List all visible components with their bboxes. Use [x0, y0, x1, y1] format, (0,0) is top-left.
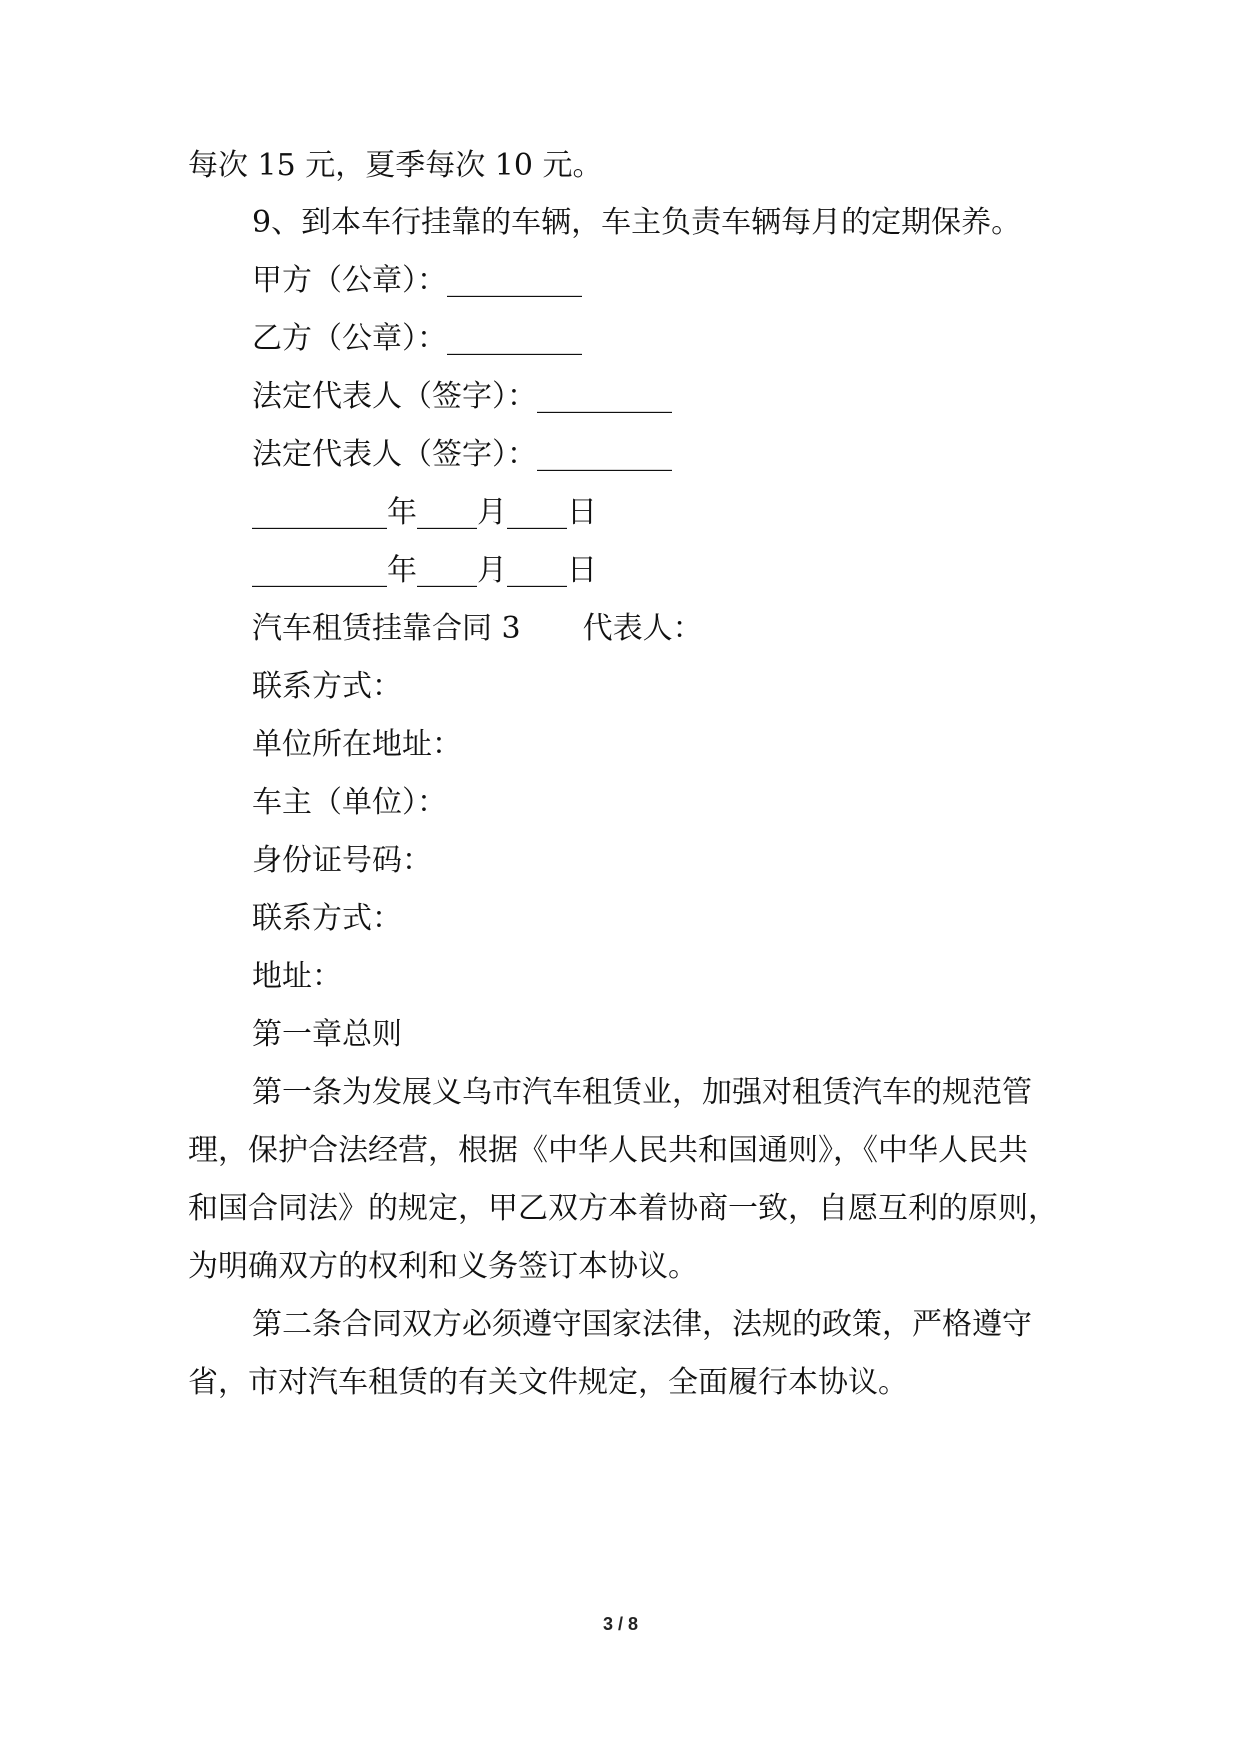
legal-representative-line: 法定代表人（签字）：_________: [252, 437, 672, 472]
paragraph-line: 理，保护合法经营，根据《中华人民共和国通则》，《中华人民共: [188, 1133, 1028, 1168]
chapter-heading: 第一章总则: [252, 1017, 402, 1052]
paragraph-line: 省，市对汽车租赁的有关文件规定，全面履行本协议。: [188, 1365, 908, 1400]
address-label: 单位所在地址：: [252, 727, 462, 762]
text-line: 每次 15 元，夏季每次 10 元。: [188, 148, 603, 183]
representative-label: 代表人：: [582, 611, 703, 646]
contact-label: 联系方式：: [252, 669, 402, 704]
contact-label: 联系方式：: [252, 901, 402, 936]
address-label: 地址：: [252, 959, 342, 994]
date-line: _________年____月____日: [252, 553, 597, 588]
paragraph-line: 为明确双方的权利和义务签订本协议。: [188, 1249, 698, 1284]
page-number: 3 / 8: [602, 1614, 639, 1634]
date-line: _________年____月____日: [252, 495, 597, 530]
contract-heading-line: [252, 609, 703, 649]
legal-representative-line: 法定代表人（签字）：_________: [252, 379, 672, 414]
paragraph-line: 和国合同法》的规定，甲乙双方本着协商一致，自愿互利的原则，: [188, 1191, 1058, 1226]
text-line: 9、到本车行挂靠的车辆，车主负责车辆每月的定期保养。: [252, 205, 1022, 240]
signature-line-party-a: 甲方（公章）：_________: [252, 263, 582, 298]
owner-label: 车主（单位）：: [252, 785, 447, 820]
contract-title: 汽车租赁挂靠合同 3: [252, 611, 521, 646]
paragraph-line: 第二条合同双方必须遵守国家法律，法规的政策，严格遵守: [252, 1307, 1032, 1342]
paragraph-line: 第一条为发展义乌市汽车租赁业，加强对租赁汽车的规范管: [252, 1075, 1032, 1110]
id-number-label: 身份证号码：: [252, 843, 432, 878]
signature-line-party-b: 乙方（公章）：_________: [252, 321, 582, 356]
